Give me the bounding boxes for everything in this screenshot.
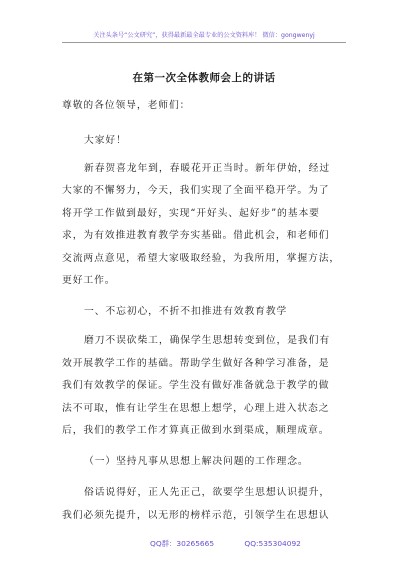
paragraph-line: 新春贺喜龙年到，春暖花开正当时。新年伊始，经过: [84, 163, 331, 174]
paragraph-line: 大家的不懈努力，今天，我们实现了全面平稳开学。为了: [62, 185, 330, 196]
header-divider: [62, 42, 346, 43]
section-heading: 一、不忘初心，不折不扣推进有效教育教学: [84, 306, 288, 317]
paragraph-line: 俗话说得好，正人先正己，欲要学生思想认识提升，: [84, 487, 331, 498]
paragraph-line: 磨刀不误砍柴工，确保学生思想转变到位，是我们有: [84, 335, 331, 346]
paragraph-line: 求，为有效推进教育教学夯实基础。借此机会，和老师们: [62, 230, 330, 241]
footer-contact: [150, 538, 350, 549]
paragraph-line: 后，我们的教学工作才算真正做到水到渠成，顺理成章。: [62, 425, 330, 436]
salutation-line: 尊敬的各位领导，老师们：: [62, 100, 191, 111]
footer-qq-number: QQ:535304092: [244, 539, 301, 548]
paragraph-line: 法不可取，惟有让学生在思想上想学，心理上进入状态之: [62, 403, 330, 414]
paragraph-line: 我们必须先提升，以无形的榜样示范，引领学生在思想认: [62, 510, 330, 521]
paragraph-line: 将开学工作做到最好，实现“开好头、起好步”的基本要: [62, 208, 320, 219]
footer-qq-group: QQ群：30265665: [150, 539, 215, 548]
document-title: 在第一次全体教师会上的讲话: [132, 72, 276, 84]
paragraph-line: 效开展教学工作的基础。帮助学生做好各种学习准备，是: [62, 358, 330, 369]
greeting-line: 大家好！: [84, 135, 127, 146]
header-notice: 关注头条号“公文研究”，获得最新最全最专业的公文资料库！ 微信：gongwenyj: [93, 32, 315, 39]
subsection-heading: （一）坚持凡事从思想上解决问题的工作理念。: [84, 456, 309, 467]
paragraph-line: 交流两点意见，希望大家吸取经验，为我所用，掌握方法，: [62, 253, 341, 264]
paragraph-line: 更好工作。: [62, 275, 116, 286]
paragraph-line: 我们有效教学的保证。学生没有做好准备就急于教学的做: [62, 380, 330, 391]
